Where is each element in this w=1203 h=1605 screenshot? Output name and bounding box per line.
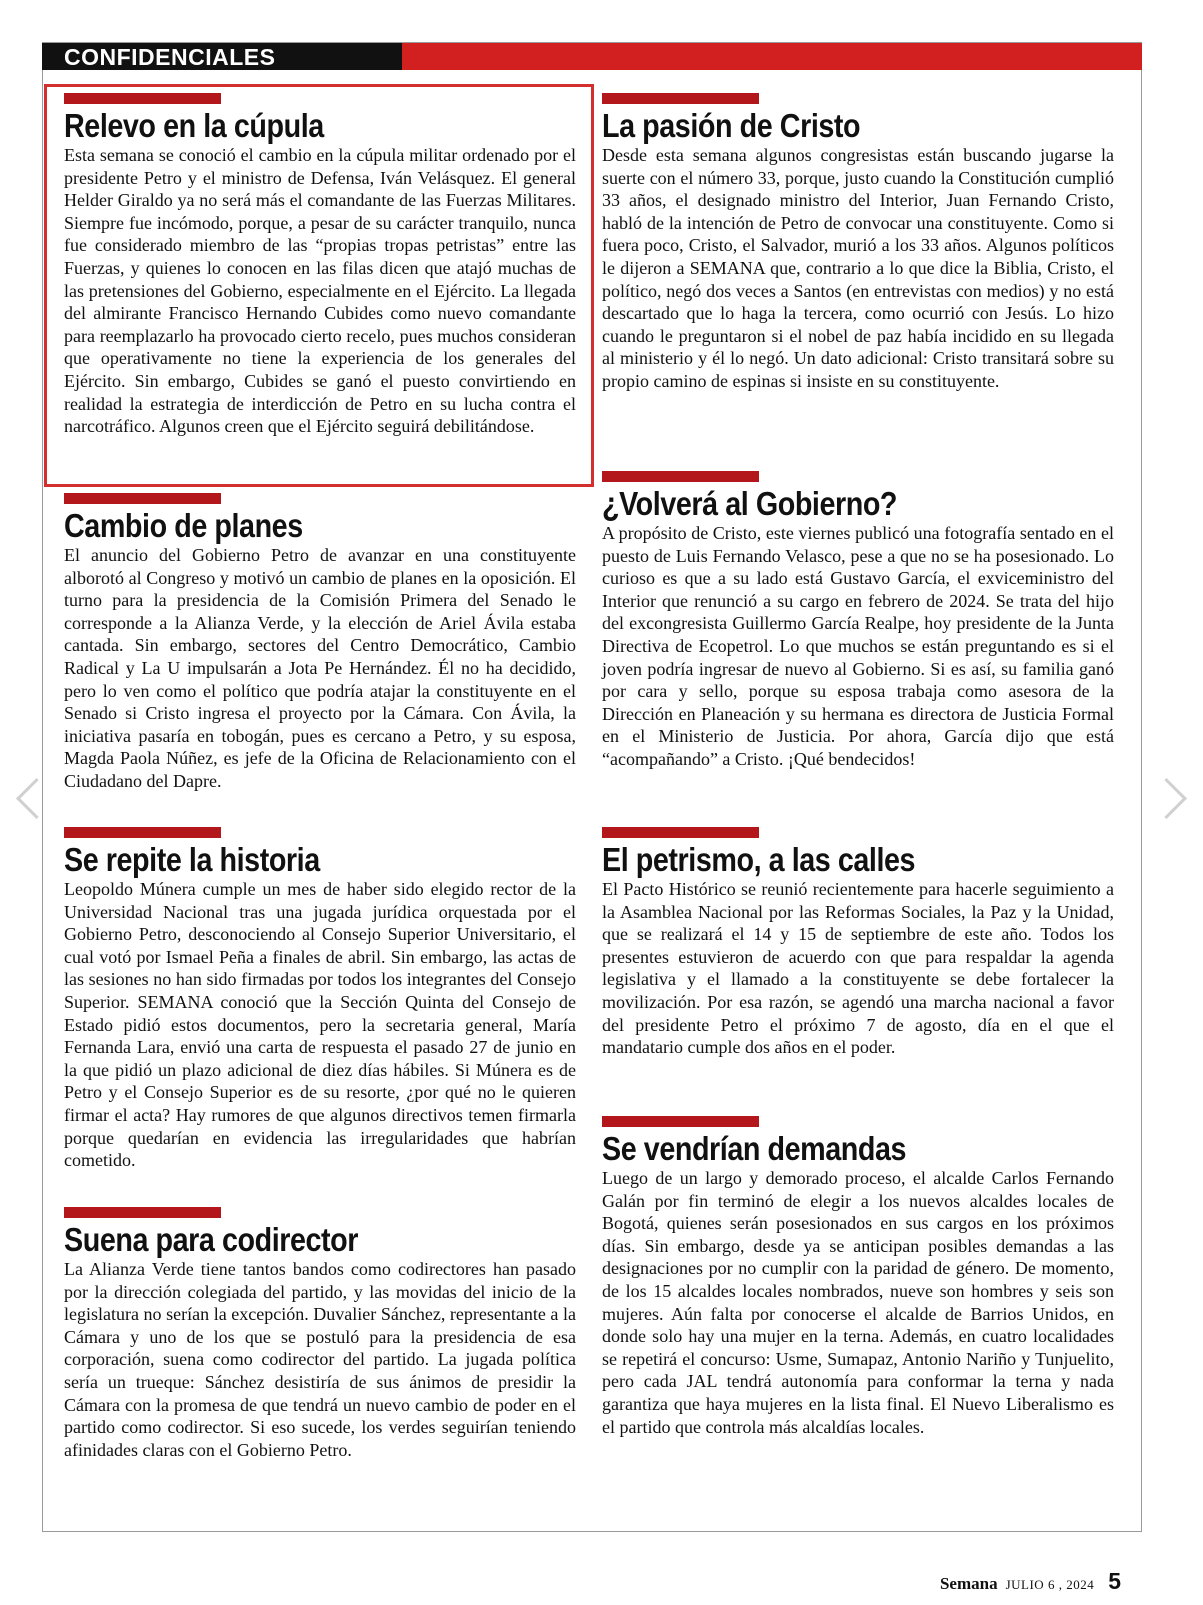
section-header-bar [42,43,1142,70]
article-title: ¿Volverá al Gobierno? [602,485,898,522]
article-cambio-de-planes [64,493,576,793]
article-title: La pasión de Cristo [602,107,861,144]
article-se-repite-la-historia [64,827,576,1172]
magazine-name: Semana [939,1574,998,1593]
article-title: El petrismo, a las calles [602,841,916,878]
article-title: Cambio de planes [64,507,303,544]
article-title: Suena para codirector [64,1221,359,1258]
article-rule [64,1207,221,1218]
article-rule [602,471,759,482]
article-title: Se vendrían demandas [602,1130,907,1167]
article-body: Desde esta semana algunos congresistas están buscando jugarse la suerte con el número 33, porque, justo cuando la Constitución cumplió 33 años, el designado ministro del Interior, Juan Fernando Cristo, habló de la intención de Petro de convocar una constituyente. Como si fuera poco, Cristo, el Salvador, murió a los 33 años. Algunos políticos le dijeron a SEMANA que, contrario a lo que dice la Biblia, Cristo, el político, negó dos veces a Santos (en entrevistas con medios) y no está descartado que lo haga la tercera, como ocurrió con Jesús. Lo hizo cuando le preguntaron si el nobel de paz había incidido en su llegada al ministerio y él lo negó. Un dato adicional: Cristo transitará sobre su propio camino de espinas si insiste en su constituyente. [602,145,1114,391]
highlight-box [44,84,594,487]
article-body: Leopoldo Múnera cumple un mes de haber sido elegido rector de la Universidad Nacional tras una jugada jurídica orquestada por el Gobierno Petro, desconociendo al Consejo Superior Universitario, el cual votó por Ismael Peña a finales de abril. Sin embargo, las actas de las sesiones no han sido firmadas por todos los integrantes del Consejo Superior. SEMANA conoció que la Sección Quinta del Consejo de Estado pidió estos documentos, pero la secretaria general, María Fernanda Lara, envió una carta de respuesta el pasado 27 de junio en la que pidió un plazo adicional de diez días hábiles. Si Múnera es de Petro y el Consejo Superior es de su resorte, ¿por qué no le quieren firmar el acta? Hay rumores de que algunos directivos temen firmarla porque quedarían en evidencia las irregularidades que habrían cometido. [64,879,576,1171]
article-volvera-al-gobierno [602,471,1114,771]
article-se-vendrian-demandas [602,1116,1114,1438]
article-title: Relevo en la cúpula [64,107,324,144]
article-body: Esta semana se conoció el cambio en la cúpula militar ordenado por el presidente Petro y el ministro de Defensa, Iván Velásquez. El general Helder Giraldo ya no será más el comandante de las Fuerzas Militares. Siempre fue incómodo, porque, a pesar de su carácter tranquilo, nunca fue considerado miembro de las “propias tropas petristas” entre las Fuerzas, y quienes lo conocen en las filas dicen que atajó muchas de las pretensiones del Gobierno, especialmente en el Ejército. La llegada del almirante Francisco Hernando Cubides como nuevo comandante para reemplazarlo ha provocado cierto recelo, pues muchos consideran que operativamente no tiene la experiencia de los generales del Ejército. Sin embargo, Cubides se ganó el puesto convirtiendo en realidad la estrategia de interdicción de Petro en su lucha contra el narcotráfico. Algunos creen que el Ejército seguirá debilitándose. [64,145,576,437]
article-suena-para-codirector [64,1207,576,1461]
page-footer [940,1568,1121,1595]
page-number: 5 [1108,1568,1121,1594]
next-page-arrow-icon[interactable] [1146,778,1187,819]
article-la-pasion-de-cristo [602,93,1114,393]
section-title: CONFIDENCIALES [64,44,276,70]
article-rule [602,827,759,838]
article-body: El Pacto Histórico se reunió recientemente para hacerle seguimiento a la Asamblea Nacional por las Reformas Sociales, la Paz y la Unidad, que se realizará el 14 y 15 de septiembre de este año. Todos los presentes estuvieron de acuerdo con que para respaldar la agenda legislativa y el llamado a la constituyente se debe fortalecer la movilización. Por esa razón, se agendó una marcha nacional a favor del presidente Petro el próximo 7 de agosto, día en el que el mandatario cumple dos años en el poder. [602,879,1114,1058]
article-rule [602,1116,759,1127]
article-rule [64,493,221,504]
article-body: A propósito de Cristo, este viernes publicó una fotografía sentado en el puesto de Luis Fernando Velasco, pese a que no se ha posesionado. Lo curioso es que a su lado está Gustavo García, el exviceministro del Interior que renunció a su cargo en febrero de 2024. Se trata del hijo del excongresista Guillermo García Realpe, hoy presidente de la Junta Directiva de Ecopetrol. Lo que muchos se están preguntando es si el joven podría ingresar de nuevo al Gobierno. Si es así, su familia ganó por cara y sello, porque su esposa trabaja como asesora de la Dirección en Planeación y su hermana es directora de Justicia Formal en el Ministerio de Justicia. Por ahora, García dijo que está “acompañando” a Cristo. ¡Qué bendecidos! [602,523,1114,769]
article-rule [64,827,221,838]
article-body: El anuncio del Gobierno Petro de avanzar en una constituyente alborotó al Congreso y motivó un cambio de planes en la oposición. El turno para la presidencia de la Comisión Primera del Senado le corresponde a la Alianza Verde, y la elección de Ariel Ávila estaba cantada. Sin embargo, sectores del Centro Democrático, Cambio Radical y La U impulsarán a Jota Pe Hernández. Él no ha decidido, pero lo ven como el político que podría atajar la constituyente en el Senado si Cristo ingresa el proyecto por la Cámara. Con Ávila, la iniciativa pasaría en tobogán, pues es cercano a Petro, y su esposa, Magda Paola Núñez, es jefe de la Oficina de Relacionamiento con el Ciudadano del Dapre. [64,545,576,791]
article-el-petrismo-a-las-calles [602,827,1114,1059]
section-header-black-block [42,43,402,70]
issue-date: JULIO 6 , 2024 [1005,1577,1095,1592]
article-body: La Alianza Verde tiene tantos bandos como codirectores han pasado por la dirección colegiada del partido, y las movidas del inicio de la legislatura no serían la excepción. Duvalier Sánchez, representante a la Cámara y uno de los que se postuló para la presidencia de esa corporación, suena como codirector del partido. La jugada política sería un trueque: Sánchez desistiría de sus ánimos de presidir la Cámara con la promesa de que tendrá un nuevo cambio de poder en el partido como codirector. Si eso sucede, los verdes seguirían teniendo afinidades claras con el Gobierno Petro. [64,1259,576,1460]
article-body: Luego de un largo y demorado proceso, el alcalde Carlos Fernando Galán por fin terminó de elegir a los nuevos alcaldes locales de Bogotá, quienes serán posesionados en sus cargos en los próximos días. Sin embargo, desde ya se anticipan posibles demandas a las designaciones por no cumplir con la paridad de género. De momento, de los 15 alcaldes locales nombrados, nueve son hombres y seis son mujeres. Aún falta por conocerse el alcalde de Barrios Unidos, en donde solo hay una mujer en la terna. Además, en cuatro localidades se repetirá el concurso: Usme, Sumapaz, Antonio Nariño y Tunjuelito, pero cada JAL tendrá autonomía para conformar la terna y nada garantiza que haya mujeres en la lista final. El Nuevo Liberalismo es el partido que controla más alcaldías locales. [602,1168,1114,1437]
article-title: Se repite la historia [64,841,320,878]
article-rule [602,93,759,104]
